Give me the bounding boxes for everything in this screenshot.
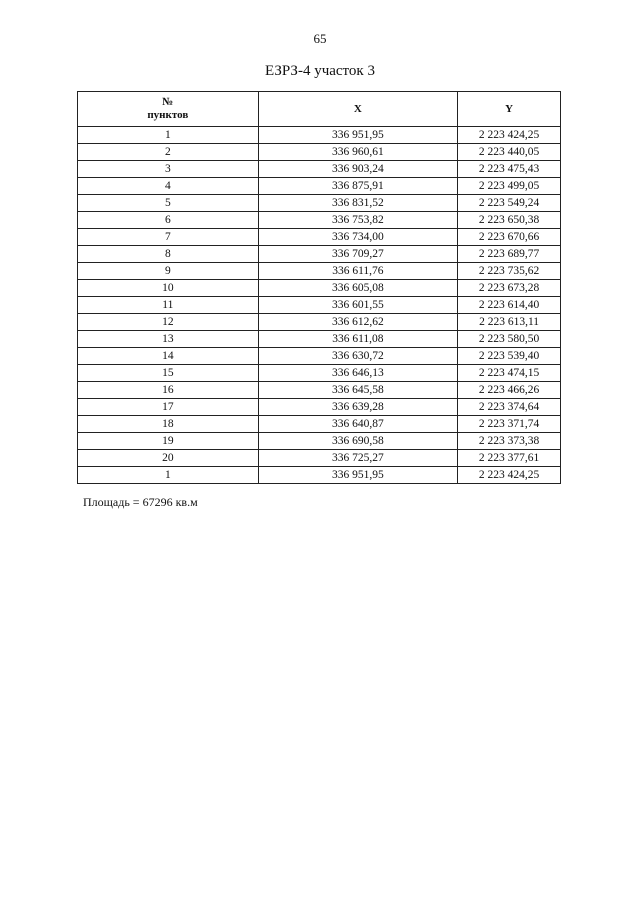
x-coordinate-cell: 336 601,55 bbox=[258, 297, 458, 314]
point-number-cell: 9 bbox=[78, 263, 259, 280]
point-number-cell: 17 bbox=[78, 399, 259, 416]
x-coordinate-cell: 336 640,87 bbox=[258, 416, 458, 433]
point-number-cell: 5 bbox=[78, 195, 259, 212]
x-coordinate-cell: 336 875,91 bbox=[258, 178, 458, 195]
point-number-cell: 14 bbox=[78, 348, 259, 365]
table-row bbox=[78, 399, 561, 416]
table-row bbox=[78, 450, 561, 467]
x-coordinate-cell: 336 630,72 bbox=[258, 348, 458, 365]
point-number-cell: 11 bbox=[78, 297, 259, 314]
x-coordinate-cell: 336 646,13 bbox=[258, 365, 458, 382]
x-coordinate-cell: 336 690,58 bbox=[258, 433, 458, 450]
y-coordinate-cell: 2 223 673,28 bbox=[458, 280, 561, 297]
table-row bbox=[78, 178, 561, 195]
x-coordinate-cell: 336 612,62 bbox=[258, 314, 458, 331]
x-coordinate-cell: 336 903,24 bbox=[258, 161, 458, 178]
column-header-x: X bbox=[258, 92, 458, 127]
table-row bbox=[78, 365, 561, 382]
point-number-cell: 6 bbox=[78, 212, 259, 229]
x-coordinate-cell: 336 753,82 bbox=[258, 212, 458, 229]
y-coordinate-cell: 2 223 735,62 bbox=[458, 263, 561, 280]
y-coordinate-cell: 2 223 549,24 bbox=[458, 195, 561, 212]
table-row bbox=[78, 314, 561, 331]
y-coordinate-cell: 2 223 670,66 bbox=[458, 229, 561, 246]
point-number-cell: 19 bbox=[78, 433, 259, 450]
table-row bbox=[78, 161, 561, 178]
x-coordinate-cell: 336 611,76 bbox=[258, 263, 458, 280]
point-number-cell: 7 bbox=[78, 229, 259, 246]
column-header-point-number bbox=[78, 92, 259, 127]
table-header-row bbox=[78, 92, 561, 127]
y-coordinate-cell: 2 223 424,25 bbox=[458, 127, 561, 144]
column-header-y: Y bbox=[458, 92, 561, 127]
table-row bbox=[78, 246, 561, 263]
point-number-cell: 4 bbox=[78, 178, 259, 195]
table-row bbox=[78, 127, 561, 144]
x-coordinate-cell: 336 605,08 bbox=[258, 280, 458, 297]
document-title: ЕЗРЗ-4 участок 3 bbox=[265, 63, 375, 79]
y-coordinate-cell: 2 223 580,50 bbox=[458, 331, 561, 348]
point-number-cell: 8 bbox=[78, 246, 259, 263]
point-number-cell: 1 bbox=[78, 467, 259, 484]
area-text: Площадь = 67296 кв.м bbox=[83, 495, 198, 509]
table-body bbox=[78, 127, 561, 484]
y-coordinate-cell: 2 223 475,43 bbox=[458, 161, 561, 178]
table-row bbox=[78, 416, 561, 433]
table-row bbox=[78, 263, 561, 280]
table-row bbox=[78, 331, 561, 348]
x-coordinate-cell: 336 709,27 bbox=[258, 246, 458, 263]
y-coordinate-cell: 2 223 650,38 bbox=[458, 212, 561, 229]
y-coordinate-cell: 2 223 474,15 bbox=[458, 365, 561, 382]
column-header-points: пунктов bbox=[147, 109, 189, 121]
point-number-cell: 13 bbox=[78, 331, 259, 348]
y-coordinate-cell: 2 223 614,40 bbox=[458, 297, 561, 314]
y-coordinate-cell: 2 223 499,05 bbox=[458, 178, 561, 195]
table-row bbox=[78, 433, 561, 450]
x-coordinate-cell: 336 611,08 bbox=[258, 331, 458, 348]
y-coordinate-cell: 2 223 377,61 bbox=[458, 450, 561, 467]
page-number: 65 bbox=[313, 31, 327, 46]
y-coordinate-cell: 2 223 466,26 bbox=[458, 382, 561, 399]
y-coordinate-cell: 2 223 424,25 bbox=[458, 467, 561, 484]
y-coordinate-cell: 2 223 539,40 bbox=[458, 348, 561, 365]
point-number-cell: 20 bbox=[78, 450, 259, 467]
y-coordinate-cell: 2 223 613,11 bbox=[458, 314, 561, 331]
point-number-cell: 12 bbox=[78, 314, 259, 331]
x-coordinate-cell: 336 951,95 bbox=[258, 127, 458, 144]
point-number-cell: 18 bbox=[78, 416, 259, 433]
x-coordinate-cell: 336 734,00 bbox=[258, 229, 458, 246]
x-coordinate-cell: 336 639,28 bbox=[258, 399, 458, 416]
x-coordinate-cell: 336 951,95 bbox=[258, 467, 458, 484]
x-coordinate-cell: 336 645,58 bbox=[258, 382, 458, 399]
x-coordinate-cell: 336 725,27 bbox=[258, 450, 458, 467]
table-row bbox=[78, 144, 561, 161]
table-row bbox=[78, 382, 561, 399]
y-coordinate-cell: 2 223 440,05 bbox=[458, 144, 561, 161]
table-row bbox=[78, 229, 561, 246]
table-row bbox=[78, 212, 561, 229]
x-coordinate-cell: 336 831,52 bbox=[258, 195, 458, 212]
coordinates-table bbox=[77, 91, 561, 484]
column-header-number-sign: № bbox=[162, 96, 174, 108]
x-coordinate-cell: 336 960,61 bbox=[258, 144, 458, 161]
point-number-cell: 2 bbox=[78, 144, 259, 161]
y-coordinate-cell: 2 223 373,38 bbox=[458, 433, 561, 450]
table-row bbox=[78, 348, 561, 365]
point-number-cell: 1 bbox=[78, 127, 259, 144]
table-row bbox=[78, 195, 561, 212]
point-number-cell: 3 bbox=[78, 161, 259, 178]
point-number-cell: 15 bbox=[78, 365, 259, 382]
y-coordinate-cell: 2 223 689,77 bbox=[458, 246, 561, 263]
point-number-cell: 10 bbox=[78, 280, 259, 297]
table-row bbox=[78, 467, 561, 484]
table-row bbox=[78, 297, 561, 314]
y-coordinate-cell: 2 223 374,64 bbox=[458, 399, 561, 416]
point-number-cell: 16 bbox=[78, 382, 259, 399]
table-row bbox=[78, 280, 561, 297]
y-coordinate-cell: 2 223 371,74 bbox=[458, 416, 561, 433]
